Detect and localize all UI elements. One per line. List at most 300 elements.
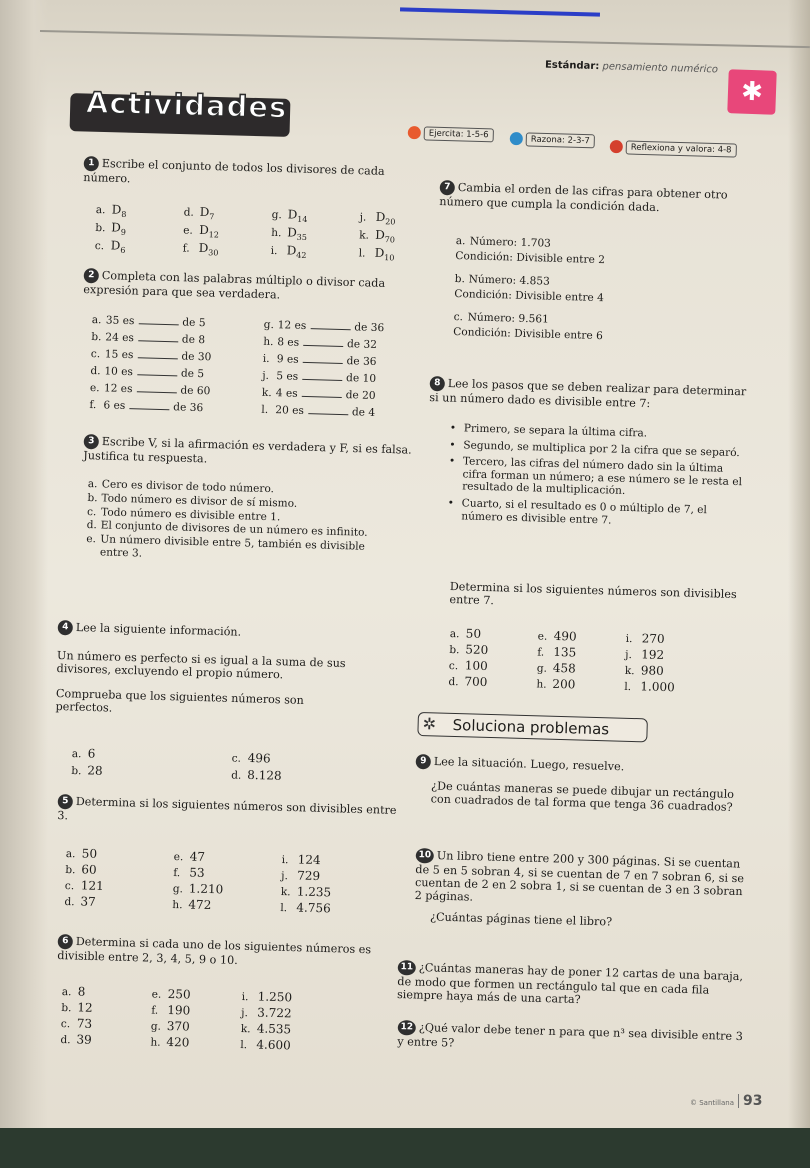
item-letter: j. bbox=[241, 1007, 249, 1020]
item-letter: d. bbox=[90, 364, 101, 378]
item-value: 121 bbox=[80, 878, 104, 894]
exercise-number: 10 bbox=[416, 848, 434, 863]
item-value: 100 bbox=[464, 658, 488, 674]
item-value: 192 bbox=[641, 647, 665, 662]
item-subscript: 12 bbox=[208, 230, 220, 240]
list-item bbox=[358, 245, 394, 262]
item-letter: e. bbox=[151, 988, 162, 1001]
item-letter: l. bbox=[261, 403, 269, 416]
item-start: 10 es bbox=[104, 365, 134, 379]
list-item bbox=[183, 240, 219, 257]
list-item bbox=[359, 209, 395, 226]
list-item bbox=[536, 676, 575, 691]
item-value: D bbox=[111, 220, 122, 235]
tag-razona bbox=[510, 132, 595, 148]
item-letter: c. bbox=[86, 505, 97, 518]
exercise-2-items bbox=[89, 314, 442, 444]
exercise-8-prompt bbox=[429, 376, 750, 413]
puzzle-icon: ✲ bbox=[422, 714, 437, 734]
list-item bbox=[173, 881, 224, 896]
item-letter: d. bbox=[231, 769, 242, 782]
solve-problems-box bbox=[417, 712, 648, 742]
list-item bbox=[96, 202, 127, 219]
item-value: 50 bbox=[81, 846, 98, 861]
footer-divider bbox=[738, 1094, 739, 1108]
item-end: de 36 bbox=[173, 401, 204, 415]
item-value: 135 bbox=[553, 644, 577, 660]
item-letter: h. bbox=[263, 335, 274, 349]
exercise-9-prompt bbox=[416, 754, 746, 778]
list-item bbox=[537, 660, 576, 675]
step-item bbox=[447, 497, 748, 531]
item-letter: c. bbox=[94, 239, 105, 253]
list-item bbox=[150, 1034, 189, 1049]
page-title: Actividades bbox=[85, 85, 288, 125]
item-start: 20 es bbox=[275, 404, 305, 417]
exercise-10-body: ¿Cuántas páginas tiene el libro? bbox=[429, 910, 613, 929]
item-letter: h. bbox=[172, 898, 183, 912]
list-item bbox=[62, 984, 86, 999]
item-value: D bbox=[199, 222, 210, 238]
answer-blank[interactable] bbox=[137, 366, 177, 376]
item-value: D bbox=[110, 238, 121, 253]
perfect-number-definition: Un número es perfecto si es igual a la suma de sus divisores, excluyendo el propio número. bbox=[56, 648, 346, 682]
exercise-12-text: ¿Qué valor debe tener n para que n³ sea divisible entre 3 y entre 5? bbox=[397, 1021, 743, 1050]
item-value: D bbox=[286, 243, 297, 258]
item-letter: a. bbox=[61, 985, 72, 999]
item-value: 6 bbox=[87, 746, 96, 761]
item-start: 35 es bbox=[105, 314, 135, 328]
exercise-number: 2 bbox=[84, 268, 99, 283]
page-gutter-shadow bbox=[0, 0, 48, 1130]
item-value: 270 bbox=[641, 631, 665, 646]
sparkle-icon: ✱ bbox=[727, 69, 777, 115]
list-item bbox=[151, 1003, 190, 1018]
exercise-10 bbox=[414, 848, 746, 932]
list-item bbox=[538, 628, 577, 643]
item-letter: h. bbox=[536, 678, 547, 691]
item-subscript: 14 bbox=[297, 214, 308, 225]
item-letter: l. bbox=[358, 247, 366, 260]
item-subscript: 35 bbox=[296, 232, 308, 243]
list-item bbox=[66, 846, 98, 861]
list-item bbox=[90, 382, 211, 397]
item-letter: b. bbox=[91, 330, 102, 344]
list-item bbox=[448, 674, 487, 689]
list-item bbox=[231, 767, 282, 782]
item-value: 124 bbox=[297, 852, 321, 868]
list-item bbox=[263, 353, 377, 368]
tag-razona-label: Razona: 2-3-7 bbox=[526, 132, 595, 148]
list-item bbox=[89, 399, 203, 414]
item-letter: d. bbox=[86, 519, 97, 532]
item-subscript: 70 bbox=[384, 235, 395, 245]
item-letter: c. bbox=[453, 310, 464, 324]
item-letter: c. bbox=[60, 1017, 71, 1031]
item-letter: b. bbox=[454, 272, 466, 286]
item-letter: h. bbox=[150, 1036, 161, 1049]
item-value: 47 bbox=[189, 849, 206, 864]
answer-blank[interactable] bbox=[308, 405, 348, 415]
item-start: 12 es bbox=[103, 382, 133, 396]
list-item bbox=[281, 884, 332, 899]
item-start: 4 es bbox=[275, 387, 298, 400]
item-value: 39 bbox=[76, 1032, 92, 1047]
item-value: 420 bbox=[166, 1034, 190, 1050]
item-letter: l. bbox=[624, 680, 632, 694]
item-letter: f. bbox=[151, 1004, 159, 1017]
step-text: Primero, se separa la última cifra. bbox=[463, 422, 648, 440]
item-letter: k. bbox=[624, 664, 635, 678]
list-item bbox=[282, 852, 321, 867]
list-item bbox=[454, 272, 745, 310]
page-number: 93 bbox=[743, 1093, 763, 1109]
item-letter: b. bbox=[87, 491, 98, 505]
list-item bbox=[65, 862, 97, 877]
item-start: 5 es bbox=[276, 370, 299, 383]
list-item bbox=[95, 238, 126, 255]
item-letter: k. bbox=[240, 1023, 251, 1036]
tag-ejercita bbox=[408, 126, 494, 142]
blue-marker-line bbox=[400, 7, 600, 16]
list-item bbox=[95, 220, 126, 237]
item-letter: f. bbox=[89, 398, 97, 412]
list-item bbox=[90, 365, 204, 380]
list-item bbox=[449, 642, 488, 657]
item-letter: g. bbox=[263, 318, 275, 332]
item-letter: c. bbox=[90, 347, 101, 361]
item-value: 980 bbox=[640, 663, 664, 678]
exercise-4-text: Lee la siguiente información. bbox=[75, 621, 242, 639]
exercise-6 bbox=[57, 934, 398, 971]
exercise-number: 3 bbox=[84, 434, 99, 449]
item-letter: b. bbox=[65, 863, 76, 877]
list-item bbox=[537, 644, 576, 659]
exercise-5-items bbox=[64, 846, 386, 919]
item-value: 8.128 bbox=[247, 767, 282, 783]
item-letter: b. bbox=[61, 1001, 72, 1015]
list-item bbox=[261, 404, 375, 419]
item-end: de 36 bbox=[354, 321, 385, 335]
exercise-10-prompt bbox=[414, 848, 745, 911]
razona-icon bbox=[510, 132, 523, 145]
solve-problems-header bbox=[417, 712, 648, 742]
item-end: de 4 bbox=[351, 406, 376, 419]
exercise-9 bbox=[415, 754, 746, 814]
bullet-icon: • bbox=[449, 438, 456, 451]
list-item bbox=[173, 865, 205, 880]
item-end: de 5 bbox=[182, 316, 206, 330]
item-value: D bbox=[198, 240, 209, 256]
exercise-number: 9 bbox=[416, 754, 431, 769]
publisher-brand: © Santillana bbox=[690, 1099, 734, 1107]
item-number: Número: 9.561 bbox=[467, 311, 549, 326]
list-item bbox=[625, 647, 664, 662]
item-subscript: 20 bbox=[385, 217, 396, 227]
answer-blank[interactable] bbox=[138, 332, 178, 342]
exercise-number: 4 bbox=[58, 620, 73, 635]
exercise-1 bbox=[83, 156, 424, 193]
table-surface bbox=[0, 1128, 810, 1168]
list-item bbox=[152, 987, 191, 1002]
item-letter: i. bbox=[281, 854, 289, 867]
item-letter: i. bbox=[241, 991, 249, 1004]
exercise-11 bbox=[397, 960, 744, 1011]
item-end: de 30 bbox=[181, 350, 212, 364]
answer-blank[interactable] bbox=[138, 315, 178, 325]
exercise-1-text: Escribe el conjunto de todos los divisores de cada número. bbox=[83, 157, 385, 186]
item-letter: a. bbox=[65, 847, 76, 861]
list-item bbox=[72, 746, 96, 761]
list-item bbox=[280, 900, 331, 915]
item-letter: b. bbox=[71, 764, 82, 778]
list-item bbox=[91, 348, 212, 363]
list-item bbox=[61, 1016, 93, 1031]
answer-blank[interactable] bbox=[310, 320, 350, 330]
list-item bbox=[450, 626, 482, 641]
list-item bbox=[184, 204, 215, 221]
list-item bbox=[241, 1005, 292, 1020]
standard-value: pensamiento numérico bbox=[602, 61, 719, 76]
item-value: 50 bbox=[465, 626, 482, 641]
item-text: Un número divisible entre 5, también es divisible entre 3. bbox=[99, 533, 366, 560]
list-item bbox=[271, 207, 307, 224]
item-letter: j. bbox=[262, 369, 270, 382]
item-letter: i. bbox=[262, 352, 270, 365]
exercise-number: 5 bbox=[58, 794, 73, 809]
item-letter: a. bbox=[455, 234, 466, 248]
list-item bbox=[242, 989, 293, 1004]
exercise-1-prompt bbox=[83, 156, 424, 193]
answer-blank[interactable] bbox=[137, 349, 177, 359]
item-value: 370 bbox=[166, 1018, 190, 1034]
item-subscript: 8 bbox=[121, 209, 127, 219]
exercise-8-steps bbox=[447, 422, 750, 534]
exercise-7-prompt bbox=[439, 180, 760, 217]
item-letter: k. bbox=[280, 886, 291, 899]
list-item bbox=[455, 234, 746, 272]
item-start: 6 es bbox=[103, 399, 126, 412]
exercise-5 bbox=[57, 794, 398, 831]
exercise-9-text: Lee la situación. Luego, resuelve. bbox=[433, 755, 625, 774]
list-item bbox=[262, 387, 376, 402]
item-text: Todo número es divisor de sí mismo. bbox=[101, 492, 298, 510]
item-letter: c. bbox=[448, 659, 459, 673]
step-item bbox=[448, 455, 749, 501]
item-end: de 5 bbox=[180, 367, 205, 381]
perfect-number-check: Comprueba que los siguientes números son perfectos. bbox=[55, 686, 305, 715]
exercise-10-text: Un libro tiene entre 200 y 300 páginas. Si se cuentan de 5 en 5 sobran 4, si se cuentan de 7 en 7 sobran 6, si se cuentan de 2 en 2 sobra 1, si se cuentan de 3 en 3 sobran 2 páginas. bbox=[414, 849, 745, 904]
item-letter: j. bbox=[359, 211, 367, 224]
list-item bbox=[240, 1037, 291, 1052]
list-item bbox=[263, 336, 377, 351]
list-item bbox=[91, 331, 205, 346]
item-value: 4.535 bbox=[256, 1021, 292, 1037]
item-letter: b. bbox=[95, 221, 106, 235]
tag-reflexiona-label: Reflexiona y valora: 4-8 bbox=[626, 140, 737, 157]
list-item bbox=[183, 222, 219, 239]
list-item bbox=[281, 868, 320, 883]
item-subscript: 42 bbox=[296, 250, 307, 261]
item-value: 4.756 bbox=[296, 900, 331, 916]
bullet-icon: • bbox=[449, 422, 457, 435]
item-subscript: 7 bbox=[209, 212, 215, 222]
item-letter: a. bbox=[91, 314, 102, 327]
exercise-8 bbox=[429, 376, 750, 413]
reflexiona-icon bbox=[610, 140, 623, 153]
list-item bbox=[449, 658, 488, 673]
item-letter: b. bbox=[449, 643, 460, 657]
exercise-8-determine: Determina si los siguientes números son divisibles entre 7. bbox=[449, 580, 737, 608]
answer-blank[interactable] bbox=[129, 400, 169, 410]
ejercita-icon bbox=[408, 126, 421, 139]
list-item bbox=[625, 663, 664, 678]
item-letter: d. bbox=[60, 1033, 71, 1047]
exercise-number: 1 bbox=[84, 156, 99, 171]
item-condition: Condición: Divisible entre 2 bbox=[455, 249, 606, 267]
step-text: Tercero, las cifras del número dado sin la última cifra forman un número; a ese número se le resta el resultado de la multiplicación. bbox=[462, 455, 743, 498]
exercise-7-text: Cambia el orden de las cifras para obtener otro número que cumpla la condición dada. bbox=[439, 181, 728, 215]
item-letter: j. bbox=[281, 870, 289, 883]
item-letter: d. bbox=[64, 895, 75, 909]
item-letter: e. bbox=[173, 851, 184, 864]
item-value: D bbox=[199, 204, 210, 220]
standard-label bbox=[545, 60, 718, 76]
list-item bbox=[232, 750, 271, 765]
item-value: D bbox=[374, 227, 386, 243]
item-letter: a. bbox=[449, 627, 460, 641]
item-letter: l. bbox=[280, 902, 288, 915]
exercise-5-prompt bbox=[57, 794, 398, 831]
item-value: 28 bbox=[87, 763, 103, 778]
item-letter: e. bbox=[537, 630, 548, 643]
exercise-number: 11 bbox=[398, 960, 416, 975]
solve-problems-title: Soluciona problemas bbox=[452, 715, 610, 739]
list-item bbox=[71, 763, 103, 778]
item-text: Todo número es divisible entre 1. bbox=[100, 505, 281, 523]
item-text: Cero es divisor de todo número. bbox=[101, 478, 275, 496]
item-condition: Condición: Divisible entre 4 bbox=[454, 287, 605, 305]
item-end: de 8 bbox=[181, 333, 206, 347]
item-start: 8 es bbox=[277, 336, 300, 349]
exercise-7-items bbox=[453, 234, 746, 356]
answer-blank[interactable] bbox=[302, 388, 342, 398]
exercise-8-items bbox=[448, 626, 710, 697]
item-subscript: 30 bbox=[208, 248, 219, 258]
item-letter: f. bbox=[537, 646, 545, 659]
item-start: 12 es bbox=[277, 319, 307, 332]
list-item bbox=[262, 370, 376, 385]
page-edge-shadow bbox=[788, 0, 810, 1130]
list-item bbox=[174, 849, 206, 864]
exercise-6-items bbox=[60, 984, 372, 1057]
item-letter: g. bbox=[150, 1020, 162, 1033]
item-subscript: 9 bbox=[120, 227, 127, 237]
item-value: 490 bbox=[553, 628, 577, 644]
item-value: 8 bbox=[77, 984, 86, 999]
item-value: 4.600 bbox=[256, 1037, 291, 1053]
item-value: 53 bbox=[189, 865, 205, 880]
exercise-number: 12 bbox=[398, 1020, 416, 1035]
answer-blank[interactable] bbox=[302, 371, 342, 381]
item-letter: l. bbox=[240, 1039, 248, 1052]
step-text: Segundo, se multiplica por 2 la cifra que se separó. bbox=[463, 438, 740, 459]
item-start: 9 es bbox=[276, 353, 299, 366]
step-text: Cuarto, si el resultado es 0 o múltiplo de 7, el número es divisible entre 7. bbox=[461, 497, 708, 527]
item-letter: f. bbox=[182, 242, 190, 255]
list-item bbox=[65, 878, 104, 893]
exercise-12 bbox=[397, 1020, 744, 1058]
exercise-3-items bbox=[86, 478, 398, 568]
item-letter: c. bbox=[231, 752, 242, 765]
item-value: 73 bbox=[76, 1016, 93, 1031]
item-letter: g. bbox=[172, 883, 184, 896]
answer-blank[interactable] bbox=[136, 383, 176, 393]
exercise-number: 8 bbox=[430, 376, 445, 391]
item-letter: a. bbox=[95, 203, 106, 217]
item-number: Número: 1.703 bbox=[469, 235, 552, 250]
list-item bbox=[626, 631, 665, 646]
exercise-8-text: Lee los pasos que se deben realizar para determinar si un número dado es divisible entre 7: bbox=[429, 377, 747, 411]
bullet-icon: • bbox=[448, 455, 456, 468]
item-letter: i. bbox=[625, 632, 633, 646]
exercise-4-items bbox=[71, 746, 372, 790]
answer-blank[interactable] bbox=[303, 354, 343, 364]
item-letter: f. bbox=[173, 867, 181, 880]
list-item bbox=[61, 1000, 93, 1015]
item-value: 200 bbox=[552, 676, 576, 692]
list-item bbox=[359, 227, 395, 244]
item-end: de 36 bbox=[346, 355, 377, 368]
item-letter: h. bbox=[271, 226, 282, 240]
item-letter: d. bbox=[183, 206, 195, 219]
item-letter: a. bbox=[87, 478, 98, 491]
item-value: D bbox=[287, 207, 298, 222]
list-item bbox=[241, 1021, 292, 1036]
list-item bbox=[453, 310, 744, 348]
item-letter: a. bbox=[71, 747, 82, 761]
list-item bbox=[624, 679, 675, 694]
item-letter: d. bbox=[448, 675, 459, 689]
page-footer bbox=[690, 1090, 762, 1109]
item-value: 250 bbox=[167, 986, 191, 1002]
header-rule bbox=[40, 30, 810, 48]
exercise-6-prompt bbox=[57, 934, 398, 971]
list-item bbox=[271, 225, 307, 242]
exercise-2-text: Completa con las palabras múltiplo o divisor cada expresión para que sea verdadera. bbox=[83, 269, 386, 302]
list-item bbox=[151, 1019, 190, 1034]
item-value: D bbox=[375, 209, 386, 225]
item-value: 1.235 bbox=[296, 884, 332, 900]
item-letter: e. bbox=[183, 224, 194, 237]
item-end: de 32 bbox=[346, 338, 378, 351]
item-value: 520 bbox=[465, 642, 489, 658]
list-item bbox=[92, 314, 206, 329]
item-value: 1.210 bbox=[188, 881, 224, 897]
answer-blank[interactable] bbox=[303, 337, 343, 347]
item-letter: g. bbox=[536, 662, 548, 675]
item-end: de 10 bbox=[345, 372, 377, 385]
item-value: D bbox=[287, 225, 298, 240]
exercise-4-prompt bbox=[58, 620, 418, 645]
item-subscript: 10 bbox=[384, 253, 395, 263]
item-start: 15 es bbox=[104, 348, 134, 362]
item-value: 496 bbox=[247, 750, 271, 766]
item-start: 24 es bbox=[105, 331, 135, 345]
exercise-7 bbox=[439, 180, 760, 217]
item-subscript: 6 bbox=[120, 245, 126, 255]
item-letter: e. bbox=[86, 533, 97, 546]
